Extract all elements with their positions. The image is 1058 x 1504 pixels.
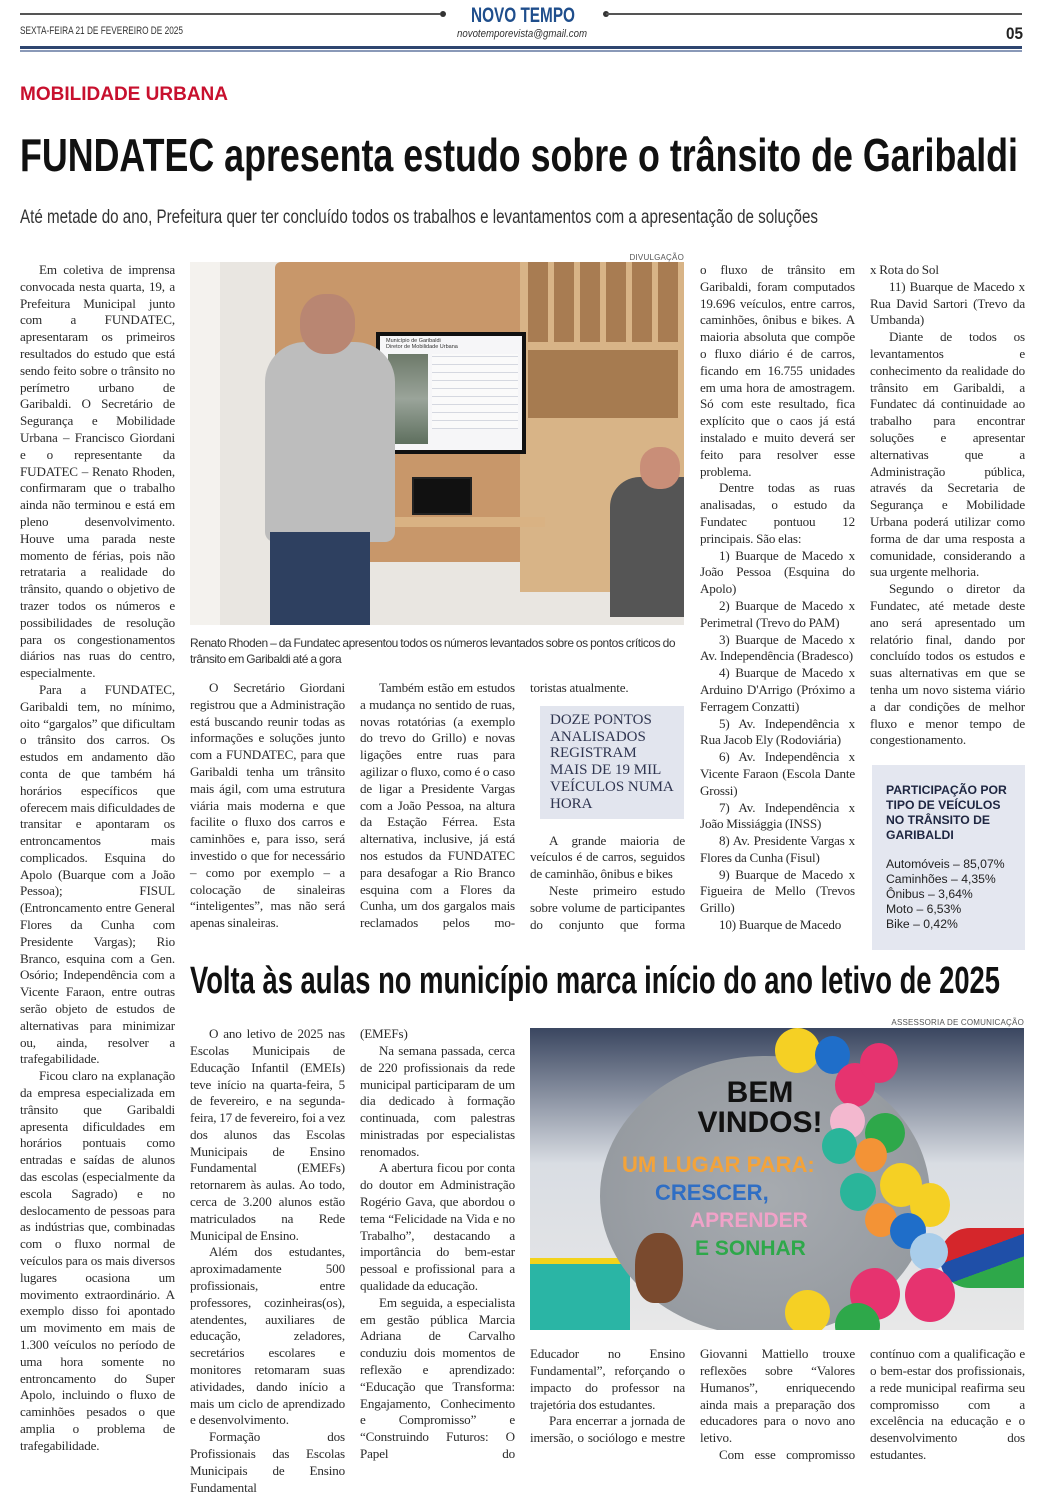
paragraph: toristas atualmente.: [530, 680, 629, 695]
paragraph: Segundo o diretor da Fundatec, até metade deste ano será apresentado um relatório final, dando por concluído todos os estudos e suas alternativas em que se tenha um novo sistema viário a dar condições de melhor fluxo e menor tempo de congestionamento.: [870, 581, 1025, 748]
article1-photo: [190, 262, 684, 625]
paragraph: Diante de todos os levantamentos e conhecimento da realidade do trânsito em Garibaldi, a Fundatec dá continuidade ao trabalho para encontrar soluções e apresentar alternativas que a Administração pública, através da Secretaria de Segurança e Mobilidade Urbana poderá utilizar como forma de dar uma resposta a comunidade, considerando a sua urgente melhoria.: [870, 329, 1025, 580]
article1-column-4: [530, 680, 685, 933]
paragraph: Ficou claro na explanação da empresa especializada em trânsito que Garibaldi apresenta dificuldades em horários pontuais como entradas e saídas de alunos das escolas (especialmente da escola Sagrado) e no deslocamento de pessoas para as indústrias que, combinadas com o fluxo normal de veículos para os mais diversos lugares ocasiona um movimento extraordinário. A exemplo disso foi apontado um movimento em mais de 1.300 veículos no período de uma hora somente no entroncamento do Super Apolo, incluindo o fluxo de caminhões pesados o que amplia o problema de trafegabilidade.: [20, 1068, 175, 1453]
paragraph: Educador no Ensino Fundamental”, reforçando o impacto do professor na trajetória dos estudantes.: [530, 1346, 685, 1412]
subheading: Formação dos Profissionais das Escolas Municipais de Ensino Fundamental: [190, 1429, 345, 1495]
caption-text: Renato Rhoden – da Fundatec apresentou todos os números levantados sobre os pontos críticos do trânsito em Garibaldi até a gora: [190, 636, 676, 666]
header-rule-thin: [20, 50, 1022, 52]
paragraph: A grande maioria de veículos é de carros, seguidos de caminhão, ônibus e bikes: [530, 832, 685, 882]
article1-column-5: [700, 262, 855, 934]
sign-text: CRESCER,: [655, 1180, 769, 1206]
man-seated: [610, 477, 684, 617]
vehicle-share-box: [872, 765, 1025, 950]
list-item: 4) Buarque de Macedo x Arduino D'Arrigo (Próximo a Ferragem Conzatti): [700, 665, 855, 714]
paragraph: Na semana passada, cerca de 220 profissionais da rede municipal participaram de um dia dedicado à formação continuada, com palestras ministradas por especialistas renomados.: [360, 1042, 515, 1159]
list-item: 9) Buarque de Macedo x Figueira de Mello (Trevos Grillo): [700, 866, 855, 916]
photo-caption: [190, 635, 684, 667]
photo-credit: ASSESSORIA DE COMUNICAÇÃO: [891, 1018, 1024, 1028]
desk: [385, 517, 545, 527]
tv-screen: [376, 332, 526, 454]
paragraph: O Secretário Giordani registrou que a Administração está buscando reunir todas as informações e soluções junto com a FUNDATEC, para que Garibaldi tenha um trânsito mais ágil, com uma estrutura viária mais moderna e que facilite o fluxo dos carros e caminhões e, para isso, será investido o que for necessário – como por exemplo – a colocação de sinaleiras “inteligentes”, mas não será apenas sinaleiras.: [190, 680, 345, 931]
paragraph: O ano letivo de 2025 nas Escolas Municipais de Educação Infantil (EMEIs) teve início na quarta-feira, 5 de fevereiro, e na segunda-feira, 17 de fevereiro, foi a vez dos alunos das Escolas Municipais de Ensino Fundamental (EMEFs) retornarem às aulas. Ao todo, cerca de 3.200 alunos estão matriculados na Rede Municipal de Ensino.: [190, 1026, 345, 1243]
list-item: x Rota do Sol: [870, 262, 939, 277]
infobox-item: Bike – 0,42%: [886, 917, 958, 932]
article1-column-6: [870, 262, 1025, 950]
article2-headline: Volta às aulas no município marca início do ano letivo de 2025: [190, 960, 1000, 1003]
header-double-rule: [20, 46, 1022, 49]
sign-text: BEM: [726, 1076, 794, 1110]
paragraph: (EMEFs): [360, 1026, 408, 1042]
article1-column-1: [20, 262, 175, 1455]
sign-text: UM LUGAR PARA:: [622, 1152, 815, 1178]
screen-text: Diretor de Mobilidade Urbana: [386, 344, 458, 350]
section-label: MOBILIDADE URBANA: [20, 84, 228, 105]
paragraph: Com esse compromisso: [719, 1446, 855, 1462]
list-item: 5) Av. Independência x Rua Jacob Ely (Rodoviária): [700, 715, 855, 748]
list-item: 10) Buarque de Macedo: [719, 917, 842, 933]
man-seated-head: [640, 447, 680, 489]
page-number: 05: [1006, 24, 1023, 43]
list-item: 7) Av. Independência x João Missiággia (INSS): [700, 799, 855, 832]
paragraph: contínuo com a qualificação e o bem-estar dos profissionais, a rede municipal reafirma seu compromisso com a excelência na educação e o desenvolvimento dos estudantes.: [870, 1346, 1025, 1462]
header-rule-right: [606, 13, 1022, 15]
infobox-item: Ônibus – 3,64%: [886, 887, 973, 902]
article2-column-5: [700, 1346, 855, 1464]
article2-column-6: [870, 1346, 1025, 1464]
jeans: [270, 532, 370, 625]
article1-column-2: [190, 680, 345, 932]
paragraph: A abertura ficou por conta do doutor em Administração Rogério Gava, que abordou o tema “Felicidade na Vida e no Trabalho”, destacando a importância do bem-estar pessoal e profissional para a qualidade da educação.: [360, 1160, 515, 1294]
list-item: 8) Av. Presidente Vargas x Flores da Cunha (Fisul): [700, 833, 855, 865]
infobox-title: PARTICIPAÇÃO POR TIPO DE VEÍCULOS NO TRÂNSITO DE GARIBALDI: [886, 783, 1007, 843]
list-item: 6) Av. Independência x Vicente Faraon (Escola Dante Grossi): [700, 749, 855, 798]
infobox-item: Automóveis – 85,07%: [886, 857, 1005, 872]
sign-text: VINDOS!: [697, 1106, 823, 1140]
owl: [635, 1233, 683, 1303]
issue-date: SEXTA-FEIRA 21 DE FEVEREIRO DE 2025: [20, 25, 183, 37]
paragraph: Neste primeiro estudo sobre volume de participantes do conjunto que forma: [530, 882, 685, 932]
header-rule-left: [20, 13, 440, 15]
list-item: 3) Buarque de Macedo x Av. Independência (Bradesco): [700, 631, 855, 664]
contact-email: novotemporevista@gmail.com: [457, 28, 587, 40]
paragraph: Para encerrar a jornada de imersão, o sociólogo e mestre: [530, 1413, 685, 1446]
paragraph: Dentre todas as ruas analisadas, o estudo da Fundatec pontuou 12 principais. São elas:: [700, 480, 855, 546]
slide: [940, 1228, 1024, 1288]
man-head: [300, 294, 355, 354]
list-item: 11) Buarque de Macedo x Rua David Sartori (Trevo da Umbanda): [870, 278, 1025, 328]
photo-credit: DIVULGAÇÃO: [629, 253, 684, 262]
list-item: 1) Buarque de Macedo x João Pessoa (Esquina do Apolo): [700, 547, 855, 597]
paragraph: Além dos estudantes, aproximadamente 500 profissionais, entre professores, cozinheiras(os), atendentes, auxiliares de educação, zeladores, secretários escolares e monitores retomaram suas atividades, dando início a mais um ciclo de aprendizado e desenvolvimento.: [190, 1244, 345, 1428]
screen-text: Município de Garibaldi: [386, 338, 441, 344]
masthead: NOVO TEMPO: [471, 4, 575, 27]
wall-board: [530, 1258, 630, 1330]
article1-column-3: [360, 680, 515, 932]
infobox-item: Moto – 6,53%: [886, 902, 962, 917]
man-standing: [265, 342, 395, 542]
pull-quote: [540, 706, 684, 819]
paragraph: Também estão em estudos a mudança no sentido de ruas, novas rotatórias (a exemplo do trevo do Grillo) e novas ligações entre ruas para agilizar o fluxo, como é o caso de ligar a Presidente Vargas com a João Pessoa, na altura da Estação Férrea. Esta alternativa, inclusive, já está nos estudos da FUNDATEC para desafogar a Rio Branco esquina com a Flores da Cunha, um dos gargalos mais reclamados pelos mo-: [360, 680, 515, 931]
article1-headline: FUNDATEC apresenta estudo sobre o trânsito de Garibaldi: [20, 129, 1018, 181]
sign-text: APRENDER: [690, 1209, 808, 1233]
sign-welcome: [685, 1078, 835, 1138]
paragraph: Em seguida, a especialista em gestão pública Marcia Adriana de Carvalho conduziu dois momentos de reflexão e aprendizado: “Educação que Transforma: Engajamento, Conhecimento e Compromisso” e “Construindo Futuros: O Papel do: [360, 1294, 515, 1462]
paragraph: Giovanni Mattiello trouxe reflexões sobre “Valores Humanos”, enriquecendo ainda mais a preparação dos educadores para o novo ano letivo.: [700, 1346, 855, 1446]
paragraph: Em coletiva de imprensa convocada nesta quarta, 19, a Prefeitura Municipal junto com a FUNDATEC, apresentaram os primeiros resultados do estudo que está sendo feito sobre o trânsito no perímetro urbano de Garibaldi. O Secretário de Segurança e Mobilidade Urbana – Francisco Giordani e o representante da FUDATEC – Renato Rhoden, confirmaram que o trabalho ainda não terminou e está em pleno desenvolvimento. Houve uma parada neste momento de férias, pois não retrataria a realidade do trânsito, quando o objetivo de trazer todos os números e possibilidades de resolução para os congestionamentos diários nas ruas do centro, especialmente.: [20, 262, 175, 681]
header-dot: [440, 11, 446, 17]
article1-subtitle: Até metade do ano, Prefeitura quer ter concluído todos os trabalhos e levantamentos com a apresentação de soluções: [20, 207, 818, 228]
paragraph: Para a FUNDATEC, Garibaldi tem, no mínimo, oito “gargalos” que dificultam o trânsito dos carros. Os estudos em andamento dão conta de que também há horários específicos que oferecem mais dificuldades de transitar e apontaram os entroncamentos mais complicados. Esquina do Apolo (Buarque com a João Pessoa); FISUL (Entroncamento entre General Flores da Cunha com Presidente Vargas); Rio Branco, esquina com a Gen. Osório; Independência com a Vicente Faraon, entre outras serão objeto de estudos de alternativas para minimizar ou, ainda, resolver a trafegabilidade.: [20, 681, 175, 1067]
list-item: 2) Buarque de Macedo x Perimetral (Trevo do PAM): [700, 597, 855, 630]
article2-column-3: [360, 1026, 515, 1463]
infobox-item: Caminhões – 4,35%: [886, 872, 996, 887]
laptop: [412, 477, 472, 515]
pull-quote-text: DOZE PONTOS ANALISADOS REGISTRAM MAIS DE 19 MIL VEÍCULOS NUMA HORA: [550, 711, 673, 812]
article2-photo: [530, 1028, 1024, 1330]
article2-column-4: [530, 1346, 685, 1447]
article2-column-2: [190, 1026, 345, 1496]
sign-text: E SONHAR: [695, 1237, 806, 1261]
paragraph: o fluxo de trânsito em Garibaldi, foram computados 19.696 veículos, entre carros, caminhões, ônibus e bikes. A maioria absoluta que compõe o fluxo diário é de carros, ficando em 16.755 unidades em uma hora de amostragem. Só com este resultado, fica explícito que o caos já está instalado e muito deverá ser feito para resolver esse problema.: [700, 262, 855, 479]
